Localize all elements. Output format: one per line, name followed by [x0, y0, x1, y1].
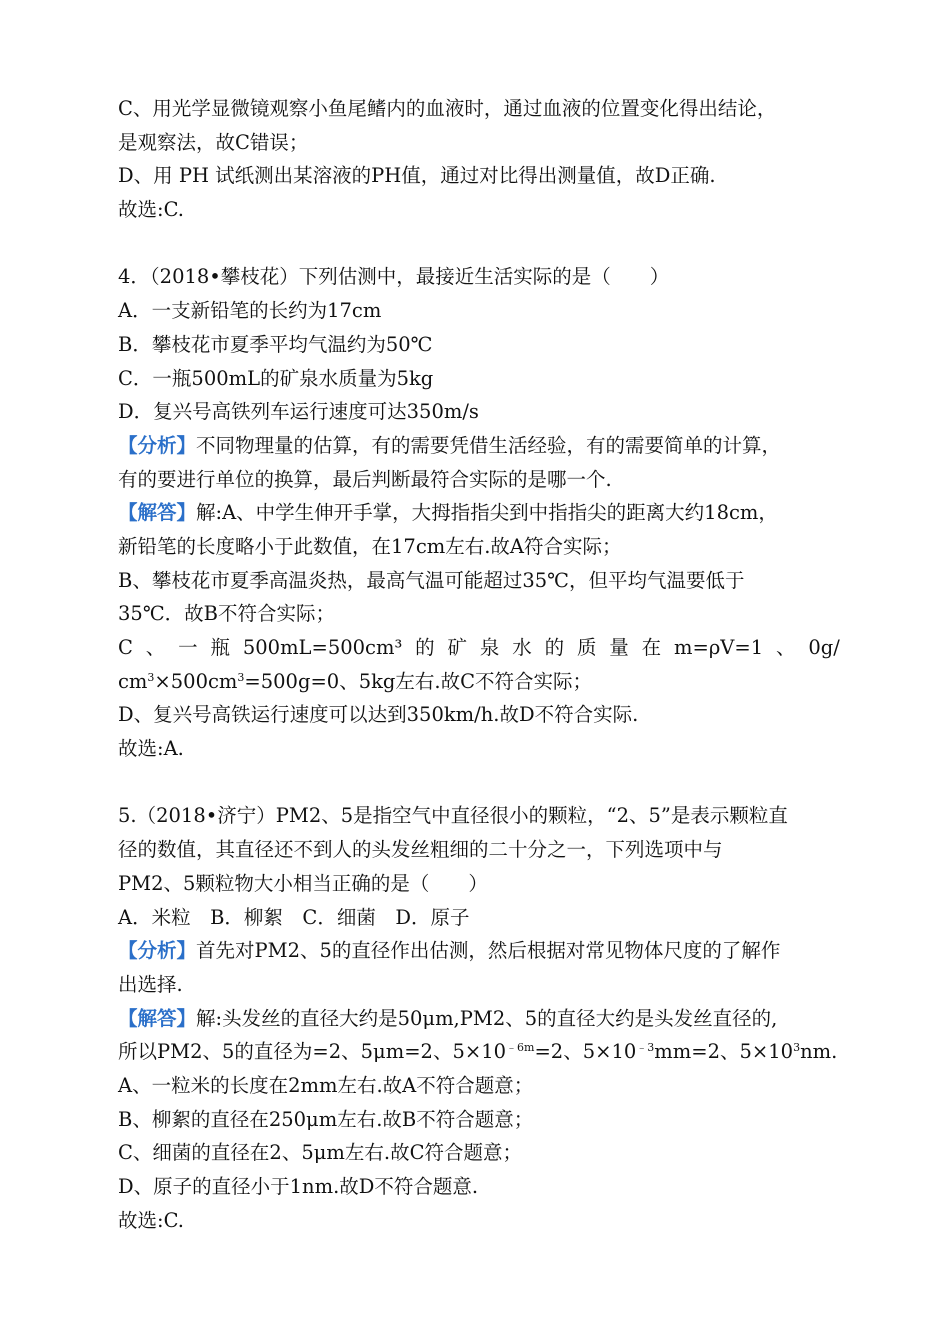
- c-part: 质: [576, 636, 597, 659]
- c-part: 量: [609, 636, 629, 659]
- text: =500g=0、5kg左右.故C不符合实际；: [244, 669, 593, 693]
- c-part: 500mL=500cm³: [242, 636, 403, 659]
- c-part: 泉: [479, 636, 500, 659]
- c-part: 一: [178, 636, 198, 659]
- q4-stem: 4．（2018•攀枝花）下列估测中，最接近生活实际的是（ ）: [118, 265, 670, 289]
- c-part: m=ρV=1: [674, 636, 764, 659]
- superscript: ﹣3: [636, 1041, 655, 1055]
- c-part: 水: [512, 636, 532, 659]
- c-part: 、: [775, 636, 796, 659]
- prev-answer: 故选:C.: [118, 198, 184, 222]
- text: nm.: [800, 1040, 838, 1064]
- text: ×500cm: [154, 669, 238, 693]
- spacer: [118, 227, 840, 261]
- superscript: 3: [237, 670, 245, 684]
- q4-solution-line4: 35℃．故B不符合实际；: [118, 602, 335, 626]
- q5-analysis-line1: [118, 934, 840, 968]
- solution-text: 解:A、中学生伸开手掌，大拇指指尖到中指指尖的距离大约18cm，: [196, 501, 778, 525]
- q4-analysis-line2: 有的要进行单位的换算，最后判断最符合实际的是哪一个.: [118, 467, 612, 491]
- q5-analysis-line2: 出选择.: [118, 972, 183, 996]
- q5-solution-d: D、原子的直径小于1nm.故D不符合题意.: [118, 1175, 479, 1198]
- analysis-tag: 【分析】: [118, 433, 197, 457]
- superscript: 3: [793, 1041, 801, 1055]
- q5-options: A．米粒 B．柳絮 C．细菌 D．原子: [118, 905, 470, 929]
- prev-option-c-line2: 是观察法，故C错误；: [118, 130, 309, 154]
- q5-stem-line3: PM2、5颗粒物大小相当正确的是（ ）: [118, 871, 488, 895]
- text: cm: [118, 669, 148, 693]
- c-part: C: [118, 636, 133, 659]
- q4-option-a: A．一支新铅笔的长约为17cm: [118, 299, 382, 323]
- document-page: [118, 92, 840, 1237]
- q4-option-d: D．复兴号高铁列车运行速度可达350m/s: [118, 400, 479, 424]
- c-part: 在: [641, 636, 662, 659]
- analysis-text: 不同物理量的估算，有的需要凭借生活经验，有的需要简单的计算，: [196, 433, 782, 457]
- q4-option-c: C．一瓶500mL的矿泉水质量为5kg: [118, 366, 434, 390]
- q5-stem-line2: 径的数值，其直径还不到人的头发丝粗细的二十分之一，下列选项中与: [118, 838, 723, 862]
- q4-option-b: B．攀枝花市夏季平均气温约为50℃: [118, 332, 433, 356]
- superscript: ﹣6m: [506, 1041, 535, 1055]
- q4-answer: 故选:A.: [118, 737, 184, 761]
- q4-analysis-line1: [118, 429, 840, 463]
- q5-solution-c: C、细菌的直径在2、5μm左右.故C符合题意；: [118, 1141, 523, 1165]
- c-part: 的: [415, 636, 435, 659]
- c-part: 矿: [447, 636, 468, 659]
- solution-text: 解:头发丝的直径大约是50μm,PM2、5的直径大约是头发丝直径的,: [196, 1006, 778, 1030]
- prev-option-d: D、用 PH 试纸测出某溶液的PH值，通过对比得出测量值，故D正确.: [118, 164, 716, 188]
- solution-tag: 【解答】: [118, 1006, 197, 1030]
- solution-tag: 【解答】: [118, 501, 197, 525]
- analysis-text: 首先对PM2、5的直径作出估测，然后根据对常见物体尺度的了解作: [196, 939, 781, 963]
- q4-solution-line1: [118, 496, 840, 530]
- q5-stem-line1: 5.（2018•济宁）PM2、5是指空气中直径很小的颗粒，“2、5”是表示颗粒直: [118, 804, 788, 828]
- q5-solution-line2: [118, 1035, 840, 1069]
- c-part: 、: [145, 636, 166, 659]
- analysis-tag: 【分析】: [118, 939, 197, 963]
- spacer: [118, 766, 840, 800]
- q4-solution-line3: B、攀枝花市夏季高温炎热，最高气温可能超过35℃，但平均气温要低于: [118, 568, 745, 592]
- q4-solution-line2: 新铅笔的长度略小于此数值，在17cm左右.故A符合实际；: [118, 534, 622, 558]
- q5-solution-a: A、一粒米的长度在2mm左右.故A不符合题意；: [118, 1073, 534, 1097]
- text: 所以PM2、5的直径为=2、5μm=2、5×10: [118, 1040, 507, 1064]
- c-part: 0g/: [808, 636, 840, 659]
- q5-solution-line1: [118, 1002, 840, 1036]
- q4-solution-c-line2: [118, 665, 840, 699]
- q4-solution-d: D、复兴号高铁运行速度可以达到350km/h.故D不符合实际.: [118, 703, 639, 727]
- superscript: 3: [147, 670, 155, 684]
- text: =2、5×10: [534, 1040, 637, 1064]
- q5-solution-b: B、柳絮的直径在250μm左右.故B不符合题意；: [118, 1107, 534, 1131]
- text: mm=2、5×10: [654, 1040, 794, 1064]
- prev-option-c-line1: C、用光学显微镜观察小鱼尾鳍内的血液时，通过血液的位置变化得出结论，: [118, 97, 777, 120]
- q5-answer: 故选:C.: [118, 1208, 184, 1232]
- c-part: 瓶: [210, 636, 230, 659]
- q4-solution-c-justified: [118, 631, 840, 665]
- c-part: 的: [544, 636, 565, 659]
